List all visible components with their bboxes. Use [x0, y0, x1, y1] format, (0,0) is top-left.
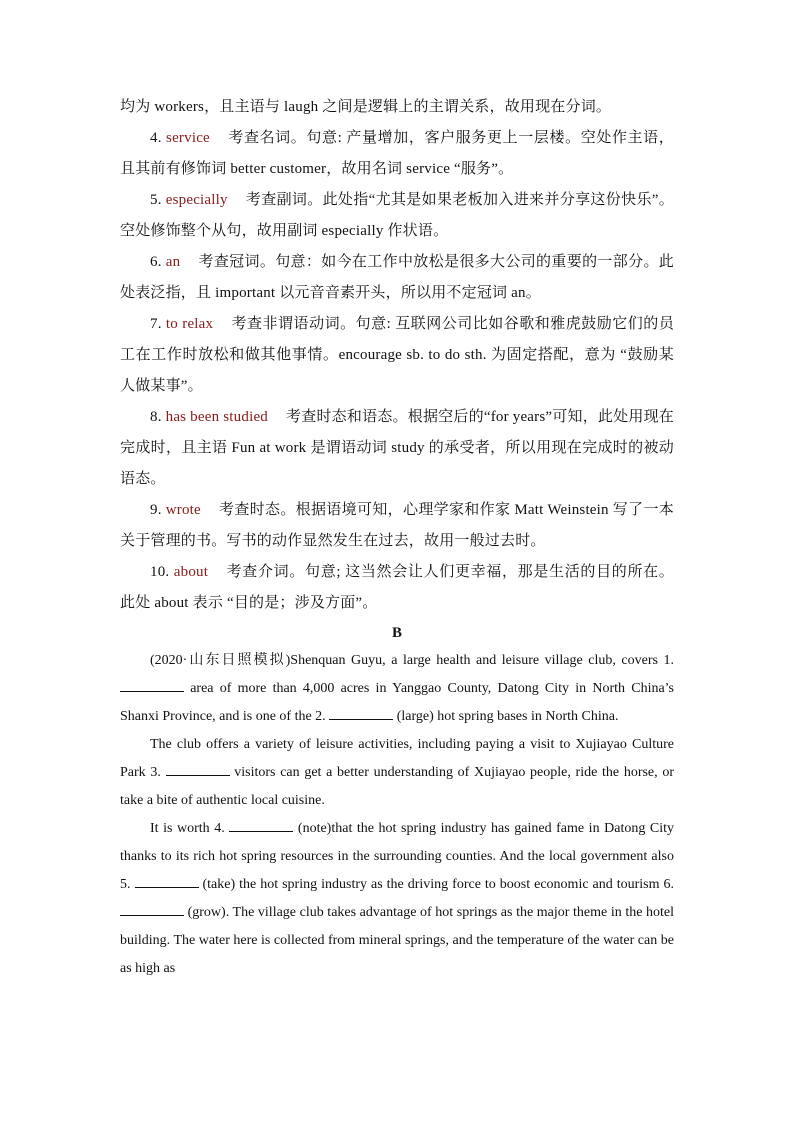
passage-text: (take) the hot spring industry as the driving force to boost economic and tourism 6. — [202, 877, 675, 892]
answer-explanation: 考查时态。根据语境可知，心理学家和作家 Matt Weinstein 写了一本关于管理的书。写书的动作显然发生在过去，故用一般过去时。 — [120, 502, 674, 549]
answer-explanation: 考查时态和语态。根据空后的“for years”可知，此处用现在完成时，且主语 Fun at work 是谓语动词 study 的承受者，所以用现在完成时的被动语态。 — [120, 409, 674, 487]
passage-text: The club offers a variety of leisure activities, including paying a visit to Xujiayao Culture Park 3. — [120, 737, 674, 780]
answer-item-10 — [120, 557, 674, 619]
answer-word: to relax — [165, 316, 214, 332]
passage-paragraph-1 — [120, 647, 674, 731]
answer-number: 6. — [150, 254, 162, 270]
answer-explanation: 考查副词。此处指“尤其是如果老板加入进来并分享这份快乐”。空处修饰整个从句，故用副词 especially 作状语。 — [120, 192, 674, 239]
answer-explanation: 考查非谓语动词。句意: 互联网公司比如谷歌和雅虎鼓励它们的员工在工作时放松和做其他事情。encourage sb. to do sth. 为固定搭配，意为 “鼓励某人做某事”。 — [120, 316, 675, 394]
passage-text: (2020·山东日照模拟)Shenquan Guyu, a large health and leisure village club, covers 1. — [150, 653, 674, 668]
answer-item-6 — [120, 247, 674, 309]
answer-continuation: 均为 workers，且主语与 laugh 之间是逻辑上的主谓关系，故用现在分词。 — [120, 99, 612, 115]
answer-word: service — [166, 130, 210, 146]
passage-text: visitors can get a better understanding of Xujiayao people, ride the horse, or take a bite of authentic local cuisine. — [120, 765, 675, 808]
answer-explanation: 考查介词。句意; 这当然会让人们更幸福，那是生活的目的所在。此处 about 表示 “目的是；涉及方面”。 — [120, 564, 675, 611]
section-heading: B — [391, 625, 402, 641]
answer-number: 5. — [150, 192, 162, 208]
passage-text: (large) hot spring bases in North China. — [396, 709, 619, 724]
answer-explanation: 考查名词。句意: 产量增加，客户服务更上一层楼。空处作主语，且其前有修饰词 better customer，故用名词 service “服务”。 — [120, 130, 675, 177]
blank-4 — [229, 817, 293, 832]
answer-item-8 — [120, 402, 674, 495]
answer-explanation: 考查冠词。句意：如今在工作中放松是很多大公司的重要的一部分。此处表泛指，且 important 以元音音素开头，所以用不定冠词 an。 — [120, 254, 674, 301]
blank-5 — [135, 873, 199, 888]
answer-item-4 — [120, 123, 674, 185]
answer-word: an — [165, 254, 181, 270]
document-page — [120, 92, 674, 983]
passage-paragraph-2 — [120, 731, 674, 815]
answer-item-9 — [120, 495, 674, 557]
passage-text: It is worth 4. — [150, 821, 225, 836]
answer-number: 4. — [150, 130, 162, 146]
answer-word: has been studied — [165, 409, 268, 425]
passage-text: (note)that the hot spring industry has gained fame in Datong City thanks to its rich hot spring resources in the surrounding counties. And the local government also 5. — [120, 821, 675, 892]
answer-word: wrote — [165, 502, 201, 518]
blank-1 — [120, 677, 184, 692]
answer-word: about — [173, 564, 209, 580]
blank-3 — [166, 761, 230, 776]
answer-item-5 — [120, 185, 674, 247]
passage-paragraph-3 — [120, 815, 674, 983]
blank-2 — [329, 705, 393, 720]
answer-item-7 — [120, 309, 674, 402]
passage-text: area of more than 4,000 acres in Yanggao County, Datong City in North China’s Shanxi Province, and is one of the 2. — [120, 681, 675, 724]
answer-word: especially — [165, 192, 228, 208]
answer-number: 7. — [150, 316, 162, 332]
passage-text: (grow). The village club takes advantage of hot springs as the major theme in the hotel building. The water here is collected from mineral springs, and the temperature of the water can be as high as — [120, 905, 675, 976]
answer-number: 9. — [150, 502, 162, 518]
answer-number: 10. — [150, 564, 170, 580]
blank-6 — [120, 901, 184, 916]
answer-number: 8. — [150, 409, 162, 425]
